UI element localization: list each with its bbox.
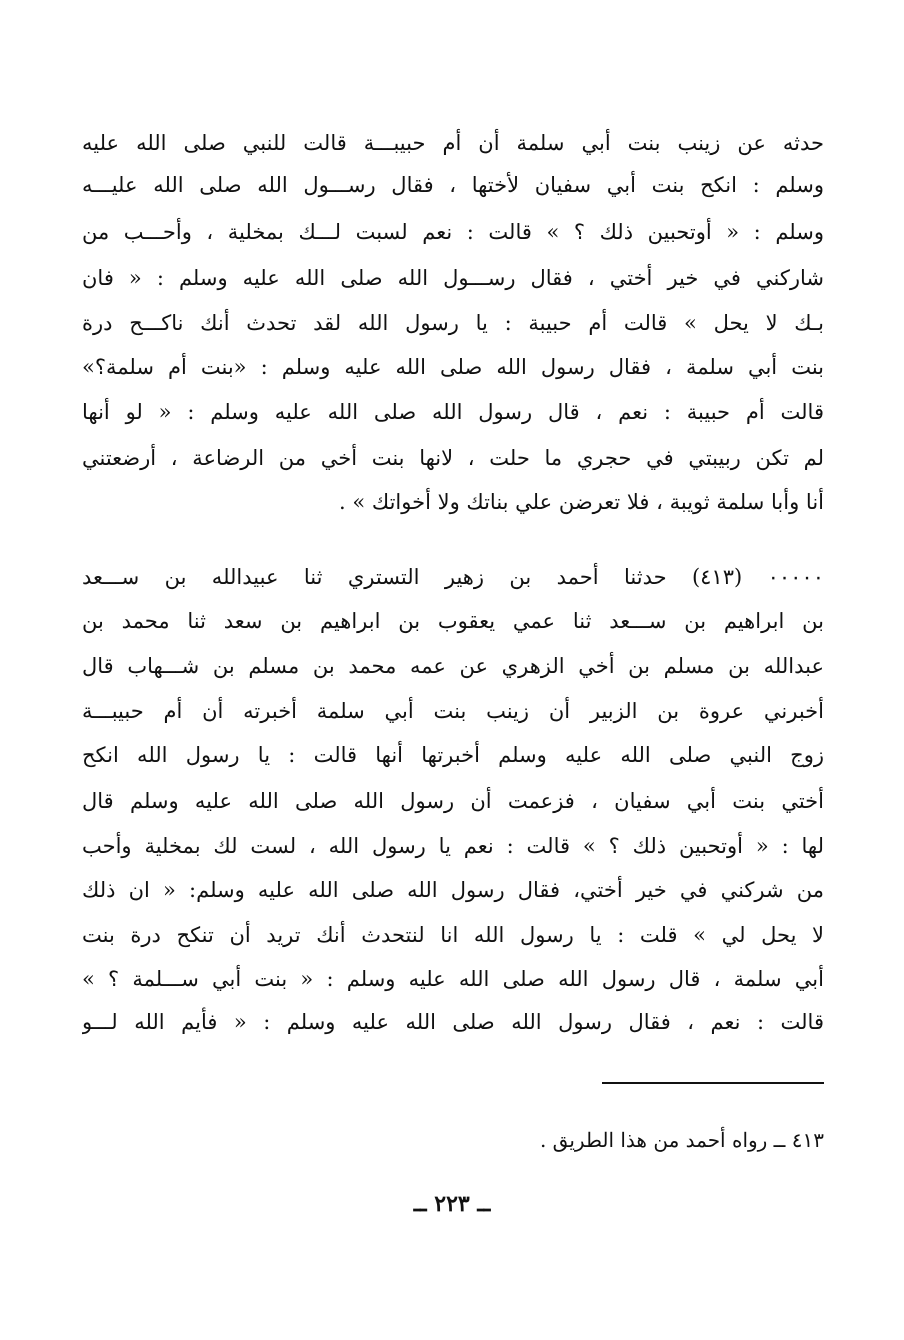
text-line: زوج النبي صلى الله عليه وسلم أخبرتها أنها قالت : يا رسول الله انكح — [82, 743, 824, 767]
text-line: بن ابراهيم بن ســـعد ثنا عمي يعقوب بن ابراهيم بن سعد ثنا محمد بن — [82, 609, 824, 633]
text-line: شاركني في خير أختي ، فقال رســـول الله صلى الله عليه وسلم : « فان — [82, 266, 824, 290]
text-line: لا يحل لي » قلت : يا رسول الله انا لنتحدث أنك تريد أن تنكح درة بنت — [82, 923, 824, 947]
text-line: أخبرني عروة بن الزبير أن زينب بنت أبي سلمة أخبرته أن أم حبيبـــة — [82, 699, 824, 723]
text-line: لم تكن ربيبتي في حجري ما حلت ، لانها بنت أخي من الرضاعة ، أرضعتني — [82, 446, 824, 470]
text-line: وسلم : انكح بنت أبي سفيان لأختها ، فقال رســـول الله صلى الله عليـــه — [82, 173, 824, 197]
text-line: ٠٠٠٠٠ (٤١٣) حدثنا أحمد بن زهير التستري ثنا عبيدالله بن ســـعد — [82, 565, 824, 589]
footnote: ٤١٣ ــ رواه أحمد من هذا الطريق . — [539, 1128, 824, 1152]
page-number: ــ ٢٢٣ ــ — [413, 1191, 491, 1217]
text-line: قالت : نعم ، فقال رسول الله صلى الله عليه وسلم : « فأيم الله لـــو — [82, 1010, 824, 1034]
text-line: بنت أبي سلمة ، فقال رسول الله صلى الله عليه وسلم : «بنت أم سلمة؟» — [82, 355, 824, 379]
text-line: عبدالله بن مسلم بن أخي الزهري عن عمه محمد بن مسلم بن شـــهاب قال — [82, 654, 824, 678]
text-line: لها : « أوتحبين ذلك ؟ » قالت : نعم يا رسول الله ، لست لك بمخلية وأحب — [82, 834, 824, 858]
text-line: بـك لا يحل » قالت أم حبيبة : يا رسول الله لقد تحدث أنك ناكـــح درة — [82, 311, 824, 335]
text-line: أبي سلمة ، قال رسول الله صلى الله عليه وسلم : « بنت أبي ســـلمة ؟ » — [82, 967, 824, 991]
text-line: أختي بنت أبي سفيان ، فزعمت أن رسول الله صلى الله عليه وسلم قال — [82, 789, 824, 813]
text-line: حدثه عن زينب بنت أبي سلمة أن أم حبيبـــة قالت للنبي صلى الله عليه — [82, 131, 824, 155]
text-line: من شركني في خير أختي، فقال رسول الله صلى الله عليه وسلم: « ان ذلك — [82, 878, 824, 902]
text-line: أنا وأبا سلمة ثويبة ، فلا تعرضن علي بناتك ولا أخواتك » . — [339, 490, 824, 514]
text-line: قالت أم حبيبة : نعم ، قال رسول الله صلى الله عليه وسلم : « لو أنها — [82, 400, 824, 424]
footnote-divider — [602, 1082, 824, 1084]
text-line: وسلم : « أوتحبين ذلك ؟ » قالت : نعم لسبت لـــك بمخلية ، وأحـــب من — [82, 220, 824, 244]
